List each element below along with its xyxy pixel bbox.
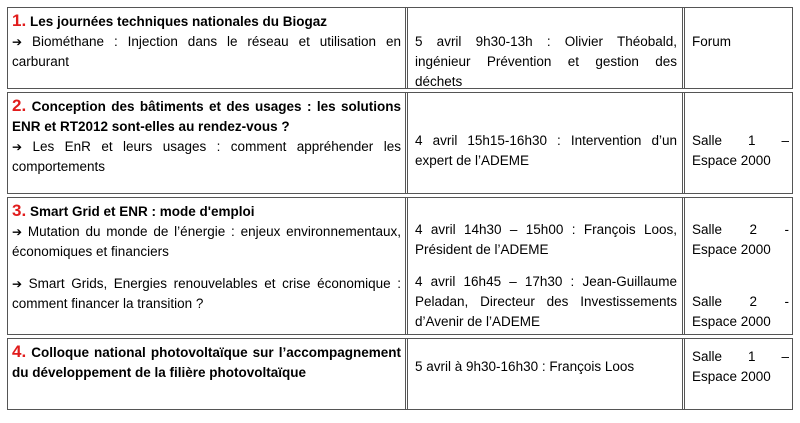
location-cell [682, 8, 794, 88]
event-number: 2. [12, 96, 27, 115]
right-arrow-icon: ➔ [12, 140, 23, 154]
session-cell [405, 339, 682, 409]
session-cell [405, 8, 682, 88]
session-text: 5 avril 9h30-13h : Olivier Théobald, ingénieur Prévention et gestion des déchets [415, 34, 677, 89]
session-text: 4 avril 15h15-16h30 : Intervention d’un expert de l’ADEME [415, 133, 677, 168]
table-row [7, 7, 793, 88]
location-cell [682, 198, 794, 334]
table-row [7, 93, 793, 193]
table-row [7, 339, 793, 410]
location-text: Salle 2 - Espace 2000 [692, 222, 789, 257]
event-cell [8, 93, 405, 193]
session-text: 4 avril 14h30 – 15h00 : François Loos, Président de l’ADEME [415, 222, 677, 257]
event-number: 1. [12, 11, 27, 30]
event-cell [8, 198, 405, 334]
right-arrow-icon: ➔ [12, 277, 23, 291]
event-title: Les journées techniques nationales du Biogaz [29, 14, 328, 29]
event-number: 4. [12, 342, 27, 361]
session-text: 4 avril 16h45 – 17h30 : Jean-Guillaume Peladan, Directeur des Investissements d’Avenir de l’ADEME [415, 274, 677, 329]
session-text: 5 avril à 9h30-16h30 : François Loos [415, 359, 635, 374]
event-subtopic: ➔ Smart Grids, Energies renouvelables et crise économique : comment financer la transition ? [12, 276, 401, 311]
event-number: 3. [12, 201, 27, 220]
location-cell [682, 93, 794, 193]
event-title: Conception des bâtiments et des usages : les solutions ENR et RT2012 sont-elles au rendez-vous ? [12, 99, 401, 134]
event-subtopic: ➔ Biométhane : Injection dans le réseau et utilisation en carburant [12, 34, 401, 69]
event-subtopic: ➔ Les EnR et leurs usages : comment appréhender les comportements [12, 139, 401, 174]
right-arrow-icon: ➔ [12, 35, 23, 49]
location-cell [682, 339, 794, 409]
event-subtopic: ➔ Mutation du monde de l’énergie : enjeux environnementaux, économiques et financiers [12, 224, 401, 259]
location-text: Salle 1 – Espace 2000 [692, 133, 789, 168]
session-cell [405, 93, 682, 193]
location-text: Salle 1 – Espace 2000 [692, 349, 789, 384]
table-row [7, 198, 793, 334]
location-text: Salle 2 - Espace 2000 [692, 294, 789, 329]
event-cell [8, 8, 405, 88]
events-table [7, 7, 793, 410]
event-title: Colloque national photovoltaïque sur l’accompagnement du développement de la filière photovoltaïque [12, 345, 401, 380]
right-arrow-icon: ➔ [12, 225, 23, 239]
event-title: Smart Grid et ENR : mode d'emploi [29, 204, 255, 219]
event-cell [8, 339, 405, 409]
location-text: Forum [692, 34, 732, 49]
session-cell [405, 198, 682, 334]
